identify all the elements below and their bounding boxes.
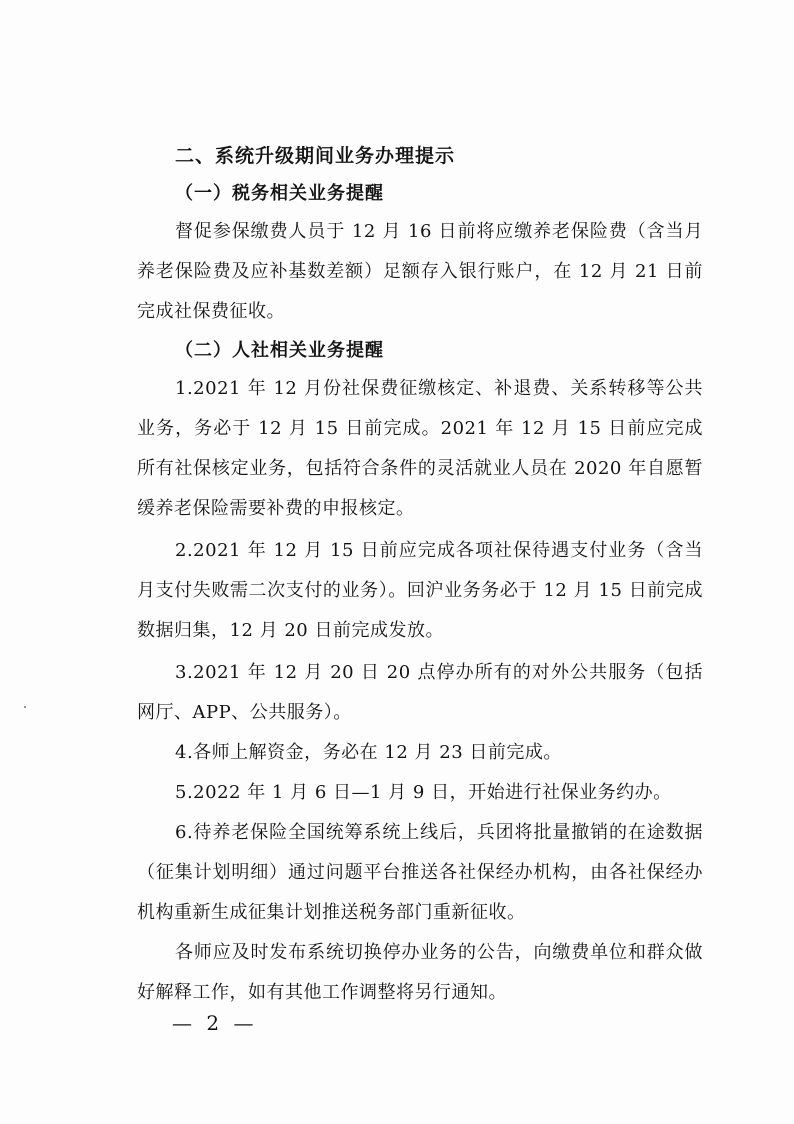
scan-speck	[24, 706, 26, 708]
hr-item-2: 2.2021 年 12 月 15 日前应完成各项社保待遇支付业务（含当月支付失败需二次支付的业务）。回沪业务务必于 12 月 15 日前完成数据归集，12 月 20 日前完成发放。	[137, 540, 703, 641]
hr-item-3: 3.2021 年 12 月 20 日 20 点停办所有的对外公共服务（包括网厅、APP、公共服务）。	[137, 662, 703, 723]
subsection-tax-title: （一）税务相关业务提醒	[175, 183, 384, 204]
section-heading: 二、系统升级期间业务办理提示	[175, 145, 456, 167]
hr-item-6: 6.待养老保险全国统筹系统上线后，兵团将批量撤销的在途数据（征集计划明细）通过问题平台推送各社保经办机构，由各社保经办机构重新生成征集计划推送税务部门重新征收。	[137, 822, 703, 923]
tax-reminder-paragraph: 督促参保缴费人员于 12 月 16 日前将应缴养老保险费（含当月养老保险费及应补基数差额）足额存入银行账户，在 12 月 21 日前完成社保费征收。	[137, 221, 703, 322]
hr-item-4: 4.各师上解资金，务必在 12 月 23 日前完成。	[175, 742, 562, 763]
page-number: — 2 —	[172, 1011, 258, 1035]
document-body	[137, 138, 703, 1013]
hr-item-5: 5.2022 年 1 月 6 日—1 月 9 日，开始进行社保业务约办。	[175, 782, 672, 803]
subsection-hr-title: （二）人社相关业务提醒	[175, 340, 384, 361]
hr-item-1: 1.2021 年 12 月份社保费征缴核定、补退费、关系转移等公共业务，务必于 12 月 15 日前完成。2021 年 12 月 15 日前应完成所有社保核定业务，包括符合条件的灵活就业人员在 2020 年自愿暂缓养老保险需要补费的申报核定。	[137, 378, 703, 519]
closing-paragraph: 各师应及时发布系统切换停办业务的公告，向缴费单位和群众做好解释工作，如有其他工作调整将另行通知。	[137, 942, 703, 1003]
